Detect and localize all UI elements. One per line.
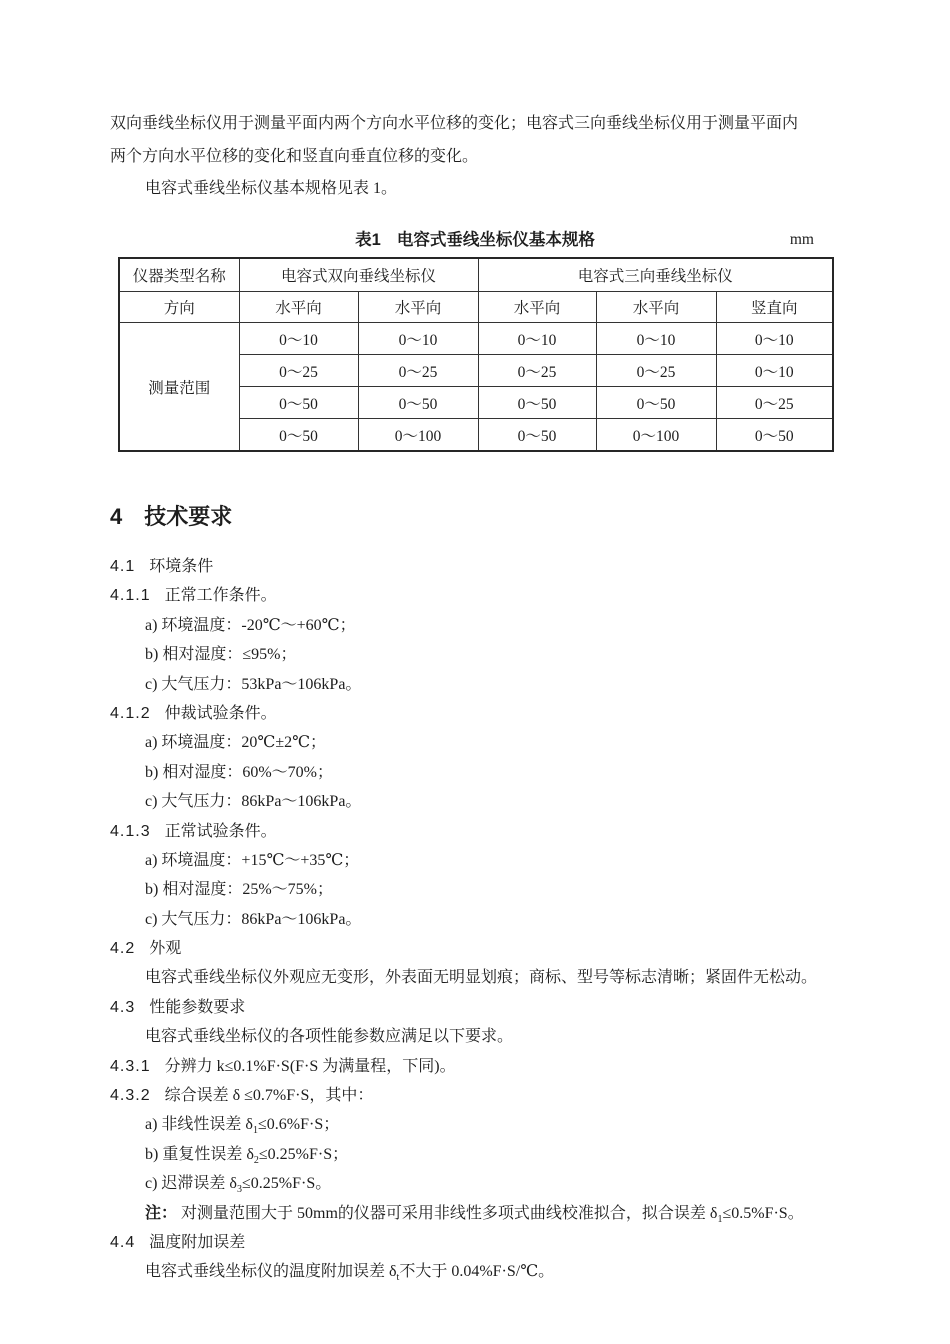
table-cell: 0～50: [358, 387, 478, 419]
delta-subscript: 3: [236, 1184, 242, 1196]
delta-subscript: t: [396, 1272, 400, 1284]
table-cell: 0～50: [239, 387, 358, 419]
table-header-row-2: [119, 292, 833, 323]
intro-line-3: 电容式垂线坐标仪基本规格见表 1。: [145, 180, 398, 197]
clause-title: 温度附加误差: [149, 1233, 246, 1251]
clause-title: 正常试验条件。: [164, 822, 277, 840]
clause-4-4-paragraph: [110, 1257, 895, 1286]
table-cell: 0～10: [478, 323, 596, 355]
spec-table: [118, 257, 834, 452]
item-text: ≤0.25%F·S。: [241, 1175, 332, 1193]
chapter-4-heading: [110, 502, 232, 532]
clause-title: 性能参数要求: [149, 998, 246, 1016]
clause-4-4: [110, 1228, 895, 1257]
clause-4-2-paragraph: 电容式垂线坐标仪外观应无变形，外表面无明显划痕；商标、型号等标志清晰；紧固件无松动。: [145, 969, 818, 987]
table-cell-direction-label: 方向: [119, 292, 239, 323]
list-item-c: c) 大气压力：86kPa～106kPa。: [145, 910, 362, 928]
table1-caption-label: 表1: [355, 231, 381, 249]
clause-number: 4.1.3: [110, 822, 151, 840]
clause-number: 4.2: [110, 940, 136, 958]
clause-number: 4.4: [110, 1233, 136, 1251]
delta-subscript: 2: [253, 1155, 259, 1166]
clause-title: 仲裁试验条件。: [164, 704, 277, 722]
clause-number: 4.3: [110, 998, 136, 1016]
item-text: ≤0.6%F·S；: [257, 1116, 340, 1134]
delta-subscript: 1: [717, 1213, 723, 1225]
table-cell: 0～25: [239, 355, 358, 387]
table-cell-range-label: 测量范围: [119, 323, 239, 452]
list-item-b: b) 相对湿度：≤95%；: [145, 646, 297, 664]
table-cell: 0～50: [596, 387, 716, 419]
intro-line-2: 两个方向水平位移的变化和竖直向垂直位移的变化。: [110, 147, 479, 165]
table-header-row-1: [119, 258, 833, 292]
clause-text: 综合误差 δ ≤0.7%F·S，其中：: [164, 1087, 374, 1105]
item-text: a) 非线性误差 δ: [145, 1116, 253, 1134]
clause-title: 正常工作条件。: [164, 587, 277, 605]
clause-text: 分辨力 k≤0.1%F·S(F·S 为满量程，下同)。: [164, 1057, 456, 1075]
clause-4-2: [110, 934, 895, 963]
table-cell: 0～50: [716, 419, 833, 452]
clause-4-3: [110, 993, 895, 1022]
item-text: ≤0.25%F·S；: [258, 1145, 349, 1163]
note-text: 对测量范围大于 50mm的仪器可采用非线性多项式曲线校准拟合，拟合误差 δ: [181, 1204, 718, 1222]
list-item-b: [110, 1140, 895, 1169]
table1-unit-label: mm: [789, 231, 814, 248]
delta-subscript: 1: [252, 1125, 258, 1137]
chapter-title: 技术要求: [144, 504, 233, 529]
clause-4-3-2: [110, 1081, 895, 1110]
list-item-a: a) 环境温度：+15℃～+35℃；: [145, 851, 360, 869]
chapter-number: 4: [110, 504, 123, 529]
paragraph-text: 不大于 0.04%F·S/℃。: [399, 1263, 555, 1281]
table-cell-direction: 水平向: [478, 292, 596, 323]
clause-4-1-1: [110, 581, 895, 610]
table-cell-direction: 水平向: [358, 292, 478, 323]
item-text: c) 迟滞误差 δ: [145, 1175, 237, 1193]
clause-number: 4.1: [110, 558, 136, 575]
intro-line-1: 双向垂线坐标仪用于测量平面内两个方向水平位移的变化；电容式三向垂线坐标仪用于测量平面内: [110, 115, 799, 132]
table-cell: 0～50: [478, 419, 596, 452]
clause-number: 4.3.1: [110, 1057, 151, 1075]
clause-4-1-3: [110, 817, 895, 846]
table-note: [110, 1199, 895, 1228]
clause-title: 外观: [149, 940, 182, 958]
list-item-c: c) 大气压力：86kPa～106kPa。: [145, 793, 362, 811]
table-cell-direction: 水平向: [239, 292, 358, 323]
list-item-a: a) 环境温度：20℃±2℃；: [145, 734, 327, 752]
clauses-block: [110, 552, 895, 1287]
clause-title: 环境条件: [149, 558, 214, 575]
intro-paragraph: [110, 108, 855, 206]
table-cell-direction: 水平向: [596, 292, 716, 323]
table-cell: 0～100: [596, 419, 716, 452]
table-cell: 0～50: [239, 419, 358, 452]
table-cell-direction: 竖直向: [716, 292, 833, 323]
table-cell-group-three-way: 电容式三向垂线坐标仪: [478, 258, 833, 292]
clause-4-1-2: [110, 699, 895, 728]
table-cell: 0～25: [716, 387, 833, 419]
table-cell: 0～25: [358, 355, 478, 387]
list-item-c: c) 大气压力：53kPa～106kPa。: [145, 675, 362, 693]
table-cell: 0～10: [239, 323, 358, 355]
clause-number: 4.3.2: [110, 1087, 151, 1105]
note-label: 注：: [145, 1204, 178, 1222]
table-cell-group-two-way: 电容式双向垂线坐标仪: [239, 258, 478, 292]
clause-number: 4.1.1: [110, 587, 151, 605]
table-cell: 0～100: [358, 419, 478, 452]
list-item-b: b) 相对湿度：25%～75%；: [145, 881, 333, 899]
table-cell: 0～10: [358, 323, 478, 355]
clause-4-3-1: [110, 1052, 895, 1081]
table-cell: 0～25: [596, 355, 716, 387]
table-cell: 0～50: [478, 387, 596, 419]
table1-caption: [118, 225, 832, 255]
list-item-c: [110, 1169, 895, 1198]
clause-4-3-paragraph: 电容式垂线坐标仪的各项性能参数应满足以下要求。: [145, 1028, 514, 1046]
list-item-b: b) 相对湿度：60%～70%；: [145, 763, 333, 781]
clause-number: 4.1.2: [110, 704, 151, 722]
table-cell: 0～10: [596, 323, 716, 355]
paragraph-text: 电容式垂线坐标仪的温度附加误差 δ: [145, 1263, 397, 1281]
list-item-a: [110, 1110, 895, 1139]
table-cell: 0～10: [716, 355, 833, 387]
list-item-a: a) 环境温度：-20℃～+60℃；: [145, 616, 356, 634]
item-text: b) 重复性误差 δ: [145, 1145, 254, 1163]
table-cell: 0～10: [716, 323, 833, 355]
table-cell: 0～25: [478, 355, 596, 387]
table-cell-type-label: 仪器类型名称: [119, 258, 239, 292]
note-text: ≤0.5%F·S。: [722, 1204, 804, 1222]
table1-caption-title: 电容式垂线坐标仪基本规格: [396, 231, 595, 249]
table-row: [119, 323, 833, 355]
clause-4-1: [110, 552, 895, 581]
